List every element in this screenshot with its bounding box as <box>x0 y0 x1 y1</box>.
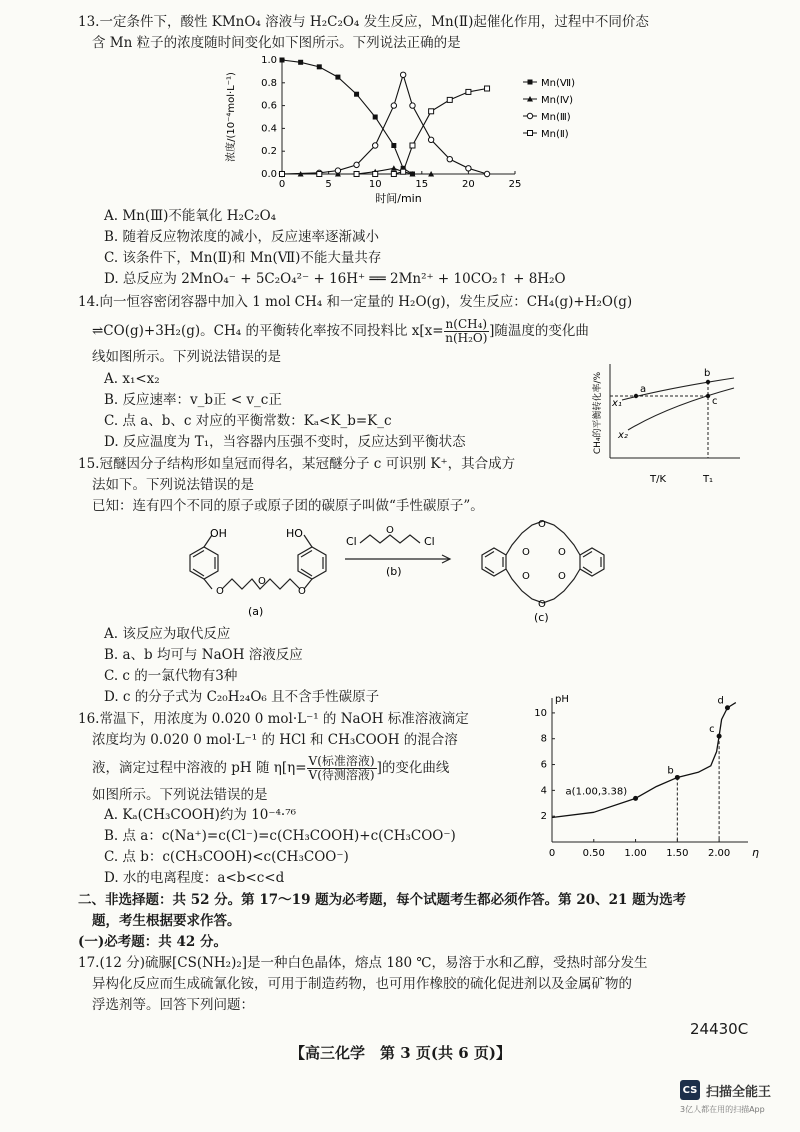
q14-stem-line3: 线如图所示。下列说法错误的是 <box>92 349 281 365</box>
q17-stem-line3: 浮选剂等。回答下列问题： <box>92 997 254 1013</box>
c1-point <box>335 75 340 80</box>
label-cl-2: Cl <box>424 535 435 548</box>
c3-point-label: b <box>667 765 674 777</box>
q14-ratio-fraction <box>444 318 490 345</box>
q14-frac-den: n(H₂O) <box>445 331 488 346</box>
c1-point <box>528 80 533 85</box>
q16-stem-line3-a: 液，滴定过程中溶液的 pH 随 η[η= <box>92 760 307 777</box>
c1-point <box>354 162 359 167</box>
q13-option-d: D. 总反应为 2MnO₄⁻ + 5C₂O₄²⁻ + 16H⁺ ══ 2Mn²⁺ + 10CO₂↑ + 8H₂O <box>104 271 566 287</box>
c2-point-label: a <box>640 384 647 395</box>
q13-option-b: B. 随着反应物浓度的减小，反应速率逐渐减小 <box>104 229 380 245</box>
c1-point <box>373 172 378 177</box>
o-atom-c2: O <box>558 547 566 558</box>
c1-legend-label: Mn(Ⅳ) <box>541 95 573 106</box>
q13-stem-line1: 13.一定条件下，酸性 KMnO₄ 溶液与 H₂C₂O₄ 发生反应，Mn(Ⅱ)起催化作用，过程中不同价态 <box>78 14 649 30</box>
c1-y-tick-label: 1.0 <box>261 55 277 66</box>
q16-frac-den: V(待测溶液) <box>308 768 375 783</box>
q14-frac-num: n(CH₄) <box>445 317 488 331</box>
q14-chart <box>588 358 748 488</box>
q13-option-c: C. 该条件下，Mn(Ⅱ)和 Mn(Ⅶ)不能大量共存 <box>104 250 382 266</box>
c3-point <box>725 705 730 710</box>
label-a: (a) <box>248 605 264 618</box>
c3-point <box>675 775 680 780</box>
c1-y-tick-label: 0.6 <box>261 100 277 112</box>
c1-y-tick-label: 0.4 <box>261 123 277 135</box>
q16-stem-line1: 16.常温下，用浓度为 0.020 0 mol·L⁻¹ 的 NaOH 标准溶液滴定 <box>78 711 469 727</box>
q16-option-c: C. 点 b：c(CH₃COOH)<c(CH₃COO⁻) <box>104 849 349 865</box>
c1-x-tick-label: 15 <box>415 179 429 190</box>
q14-option-b: B. 反应速率：v_b正 < v_c正 <box>104 392 282 408</box>
c1-point <box>428 137 433 142</box>
c1-point <box>484 171 489 176</box>
q16-eta-fraction <box>307 755 377 782</box>
c1-x-tick-label: 20 <box>462 179 475 190</box>
q13-chart <box>220 52 590 212</box>
q13-stem-line2: 含 Mn 粒子的浓度随时间变化如下图所示。下列说法正确的是 <box>92 35 461 51</box>
c1-point <box>317 64 322 69</box>
c1-point <box>391 143 396 148</box>
label-c: (c) <box>534 611 549 624</box>
c1-point <box>280 58 285 63</box>
q16-stem-line4: 如图所示。下列说法错误的是 <box>92 787 268 803</box>
o-atom-c6: O <box>538 599 546 610</box>
c3-y-tick-label: 6 <box>540 759 547 771</box>
q16-option-d: D. 水的电离程度：a<b<c<d <box>104 870 285 886</box>
q14-option-c: C. 点 a、b、c 对应的平衡常数：Kₐ<K_b=K_c <box>104 413 392 429</box>
c1-point <box>429 109 434 114</box>
q16-stem-line3-b: ]的变化曲线 <box>376 760 450 777</box>
c3-x-tick-label: 2.00 <box>707 848 731 859</box>
c1-y-tick-label: 0.2 <box>261 146 277 158</box>
q16-chart <box>530 692 770 870</box>
c1-point <box>447 97 452 102</box>
c3-point <box>633 796 638 801</box>
q17-stem-line2: 异构化反应而生成硫氰化铵，可用于制造药物，也可用作橡胶的硫化促进剂以及金属矿物的 <box>92 976 632 992</box>
q15-known: 已知：连有四个不同的原子或原子团的碳原子叫做“手性碳原子”。 <box>92 498 484 514</box>
c1-legend-label: Mn(Ⅲ) <box>541 112 571 123</box>
q15-option-d: D. c 的分子式为 C₂₀H₂₄O₆ 且不含手性碳原子 <box>104 689 380 705</box>
q15-option-b: B. a、b 均可与 NaOH 溶液反应 <box>104 647 303 663</box>
q16-stem-line2: 浓度均为 0.020 0 mol·L⁻¹ 的 HCl 和 CH₃COOH 的混合溶 <box>92 732 458 748</box>
c3-x-label: η <box>752 846 759 859</box>
c3-x-tick-label: 1.00 <box>624 848 647 859</box>
q14-stem-line2-a: ⇌CO(g)+3H₂(g)。CH₄ 的平衡转化率按不同投料比 x[x= <box>92 323 444 340</box>
c1-x-label: 时间/min <box>375 192 422 205</box>
c2-x-mark-label: T₁ <box>702 474 714 485</box>
c3-y-tick-label: 4 <box>540 785 547 797</box>
c1-x-tick-label: 5 <box>325 179 332 190</box>
camscanner-logo-icon: CS <box>680 1080 700 1100</box>
watermark-name: 扫描全能王 <box>706 1084 772 1100</box>
label-b: (b) <box>386 565 402 578</box>
c3-y-tick-label: 2 <box>540 811 547 823</box>
c1-point <box>401 169 406 174</box>
q14-option-d: D. 反应温度为 T₁，当容器内压强不变时，反应达到平衡状态 <box>104 434 466 450</box>
molecule-c <box>482 521 604 603</box>
c1-point <box>373 143 378 148</box>
c3-x-tick-label: 0.50 <box>582 848 605 859</box>
q14-stem-line2-b: ]随温度的变化曲 <box>489 323 589 340</box>
c1-x-tick-label: 0 <box>278 179 286 190</box>
c1-point <box>391 103 396 108</box>
o-atom-2: O <box>258 576 266 587</box>
c1-point <box>298 60 303 65</box>
o-atom-3: O <box>298 586 306 597</box>
q17-stem-line1: 17.(12 分)硫脲[CS(NH₂)₂]是一种白色晶体，熔点 180 ℃，易溶于水和乙醇，受热时部分发生 <box>78 955 648 971</box>
c3-curve <box>552 703 736 818</box>
q14-stem-line1: 14.向一恒容密闭容器中加入 1 mol CH₄ 和一定量的 H₂O(g)，发生反应：CH₄(g)+H₂O(g) <box>78 294 633 310</box>
c1-point <box>391 172 396 177</box>
c1-point <box>410 103 415 108</box>
c1-point <box>354 92 359 97</box>
c3-y-label: pH <box>555 694 569 705</box>
c2-point-label: b <box>704 368 711 379</box>
c2-x-label: T/K <box>649 474 667 485</box>
c3-x-tick-label: 1.50 <box>666 848 689 859</box>
o-atom-c5: O <box>538 519 546 530</box>
c3-y-tick-label: 10 <box>534 707 547 719</box>
c3-y-tick-label: 8 <box>540 733 547 745</box>
c3-x-tick-label: 0 <box>548 848 556 859</box>
label-cl-1: Cl <box>346 535 357 548</box>
q16-frac-num: V(标准溶液) <box>308 754 375 768</box>
c1-point <box>527 113 532 118</box>
c3-point <box>717 734 722 739</box>
q14-option-a: A. x₁<x₂ <box>104 371 160 387</box>
c2-y-label: CH₄的平衡转化率/% <box>593 371 603 455</box>
q15-option-c: C. c 的一氯代物有3种 <box>104 668 238 684</box>
c2-point-label: c <box>712 396 718 407</box>
c3-point-label: d <box>717 695 724 707</box>
scanner-watermark <box>680 1080 772 1114</box>
c1-x-tick-label: 10 <box>368 179 382 190</box>
q15-stem-line1: 15.冠醚因分子结构形如皇冠而得名，某冠醚分子 c 可识别 K⁺，其合成方 <box>78 456 516 472</box>
q13-option-a: A. Mn(Ⅲ)不能氧化 H₂C₂O₄ <box>104 208 277 224</box>
c1-point <box>354 172 359 177</box>
c1-series-line <box>282 75 487 174</box>
c1-point <box>280 172 285 177</box>
c1-y-label: 浓度/(10⁻⁴mol·L⁻¹) <box>226 72 237 162</box>
c1-point <box>317 172 322 177</box>
o-atom-1: O <box>216 586 224 597</box>
q15-option-a: A. 该反应为取代反应 <box>104 626 231 642</box>
c3-point-label: a(1.00,3.38) <box>565 786 628 798</box>
c2-point <box>634 394 638 398</box>
c2-series-label: x₂ <box>618 430 628 441</box>
q15-reaction-scheme <box>160 515 660 625</box>
q14-stem-line2 <box>92 318 589 345</box>
c1-legend-label: Mn(Ⅱ) <box>541 129 569 140</box>
q16-option-a: A. Kₐ(CH₃COOH)约为 10⁻⁴·⁷⁶ <box>104 807 297 823</box>
c1-y-tick-label: 0.8 <box>261 77 277 89</box>
label-oh: OH <box>210 527 227 540</box>
c1-point <box>485 86 490 91</box>
label-ho: HO <box>286 527 303 540</box>
part2-heading-line2: 题，考生根据要求作答。 <box>92 913 241 929</box>
q15-stem-line2: 法如下。下列说法错误的是 <box>92 477 254 493</box>
o-atom-c1: O <box>522 547 530 558</box>
q16-stem-line3 <box>92 755 449 782</box>
c3-point-label: c <box>709 724 715 736</box>
c1-point <box>466 166 471 171</box>
o-atom-c4: O <box>558 571 566 582</box>
c2-point <box>706 380 710 384</box>
c1-point <box>528 131 533 136</box>
c1-point <box>466 89 471 94</box>
part2-heading-line1: 二、非选择题：共 52 分。第 17～19 题为必考题，每个试题考生都必须作答。第 20、21 题为选考 <box>78 892 687 908</box>
o-atom-b: O <box>386 525 394 536</box>
c1-x-tick-label: 25 <box>508 179 522 190</box>
c1-point <box>373 115 378 120</box>
part2-required: (一)必考题：共 42 分。 <box>78 934 227 950</box>
c1-y-tick-label: 0.0 <box>261 169 277 180</box>
c1-legend-label: Mn(Ⅶ) <box>541 78 575 89</box>
c1-point <box>391 165 397 171</box>
page-footer: 【高三化学 第 3 页(共 6 页)】 <box>290 1044 511 1062</box>
c2-series-label: x₁ <box>612 398 622 409</box>
o-atom-c3: O <box>522 571 530 582</box>
c1-point <box>335 168 340 173</box>
exam-code: 24430C <box>690 1020 749 1038</box>
c1-point <box>447 156 452 161</box>
watermark-sub: 3亿人都在用的扫描App <box>680 1105 765 1114</box>
c1-point <box>410 143 415 148</box>
c1-point <box>400 72 405 77</box>
c1-series-line <box>282 60 412 174</box>
c2-point <box>706 394 710 398</box>
q16-option-b: B. 点 a：c(Na⁺)=c(Cl⁻)=c(CH₃COOH)+c(CH₃COO⁻) <box>104 828 456 844</box>
